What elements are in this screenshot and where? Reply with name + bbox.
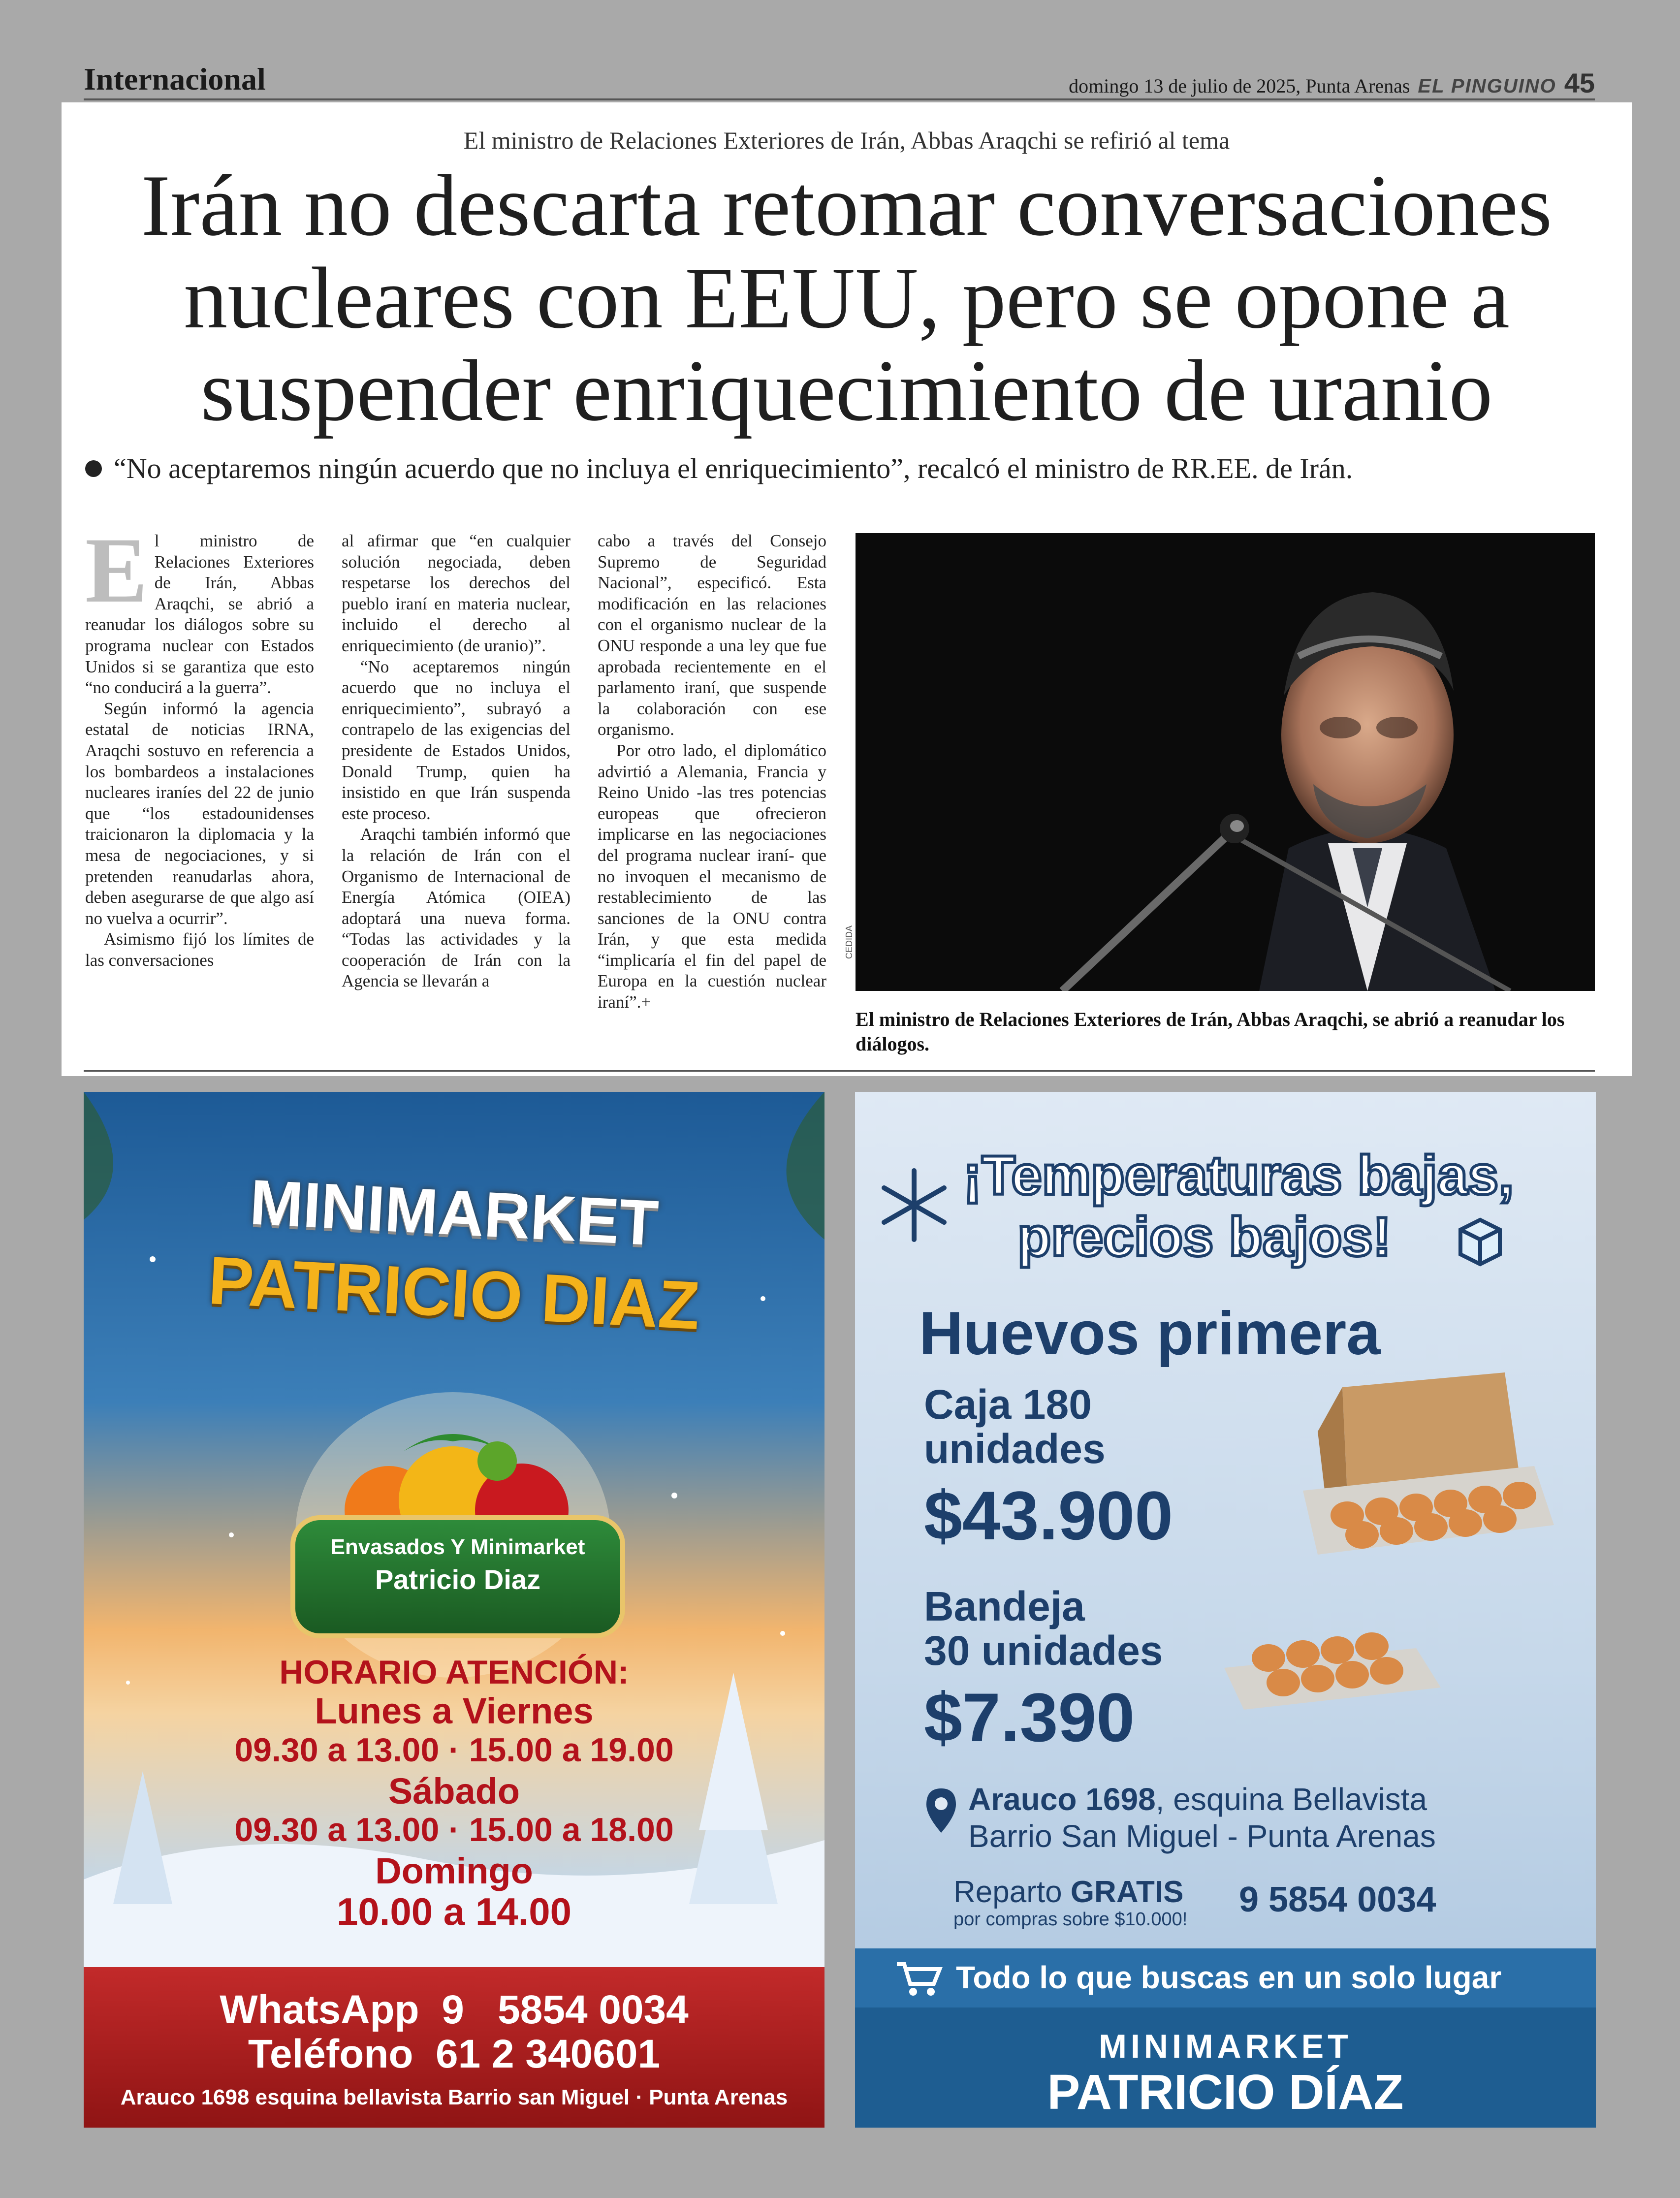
delivery-prefix: Reparto [953,1875,1071,1909]
brand-patricio-diaz: PATRICIO DÍAZ [1047,2065,1404,2120]
paragraph: al afirmar que “en cualquier solución negociada, deben respetarse los derechos del pueblo iraní en materia nuclear, incluido el derecho al enriquecimiento (de uranio)”. [342,531,571,655]
newspaper-name: EL PINGUINO [1418,75,1556,97]
ad-title-patricio-diaz: PATRICIO DIAZ [206,1242,702,1344]
delivery-note: por compras sobre $10.000! [953,1909,1188,1930]
egg-tray-icon [1219,1594,1446,1712]
paragraph: Asimismo fijó los límites de las conversaciones [85,929,314,970]
paragraph: Araqchi también informó que la relación de Irán con el Organismo de Internacional de Energía Atómica (OIEA) adoptará una nueva forma. “Todas las actividades y la cooperación de Irán con la Agencia se llevarán a [342,825,571,991]
delivery-phone: 9 5854 0034 [1239,1880,1436,1919]
paragraph: “No aceptaremos ningún acuerdo que no incluya el enriquecimiento”, subrayó a contrapelo de las exigencias del presidente de Estados Unidos, Donald Trump, quien ha insistido en que Irán suspenda este proceso. [342,657,571,823]
snowflake-icon [875,1166,953,1244]
header-right [1069,67,1595,99]
item1-label-1: Caja 180 [924,1381,1092,1428]
minister-photo [856,533,1595,991]
article-column-2 [342,531,571,992]
ad-title-minimarket: MINIMARKET [248,1166,660,1259]
delivery-label [953,1875,1183,1910]
tagline: Todo lo que buscas en un solo lugar [956,1960,1502,1995]
store-address: Arauco 1698 esquina bellavista Barrio san Miguel · Punta Arenas [120,2085,788,2109]
photo-caption: El ministro de Relaciones Exteriores de Irán, Abbas Araqchi, se abrió a reanudar los diálogos. [856,1008,1565,1055]
brand-minimarket: MINIMARKET [1099,2028,1352,2065]
hours-day-sunday: Domingo [375,1850,533,1891]
hours-saturday: 09.30 a 13.00 · 15.00 a 18.00 [234,1811,674,1848]
paragraph-text: l ministro de Relaciones Exteriores de Irán, Abbas Araqchi, se abrió a reanudar los diálogos sobre su programa nuclear con Estados Unidos si se garantiza que esto “no conducirá a la guerra”. [85,531,314,698]
ice-cube-icon [1451,1210,1510,1269]
page-header [84,59,1595,100]
ad-footer [84,1967,824,2128]
headline-line: nucleares con EEUU, pero se opone a [184,249,1510,347]
phone-number: Teléfono 61 2 340601 [248,2032,661,2076]
article-headline [81,159,1612,437]
bullet-icon [85,460,102,477]
address-line-2: Barrio San Miguel - Punta Arenas [968,1818,1436,1854]
address-line-1 [968,1781,1427,1817]
item1-price: $43.900 [924,1477,1173,1554]
hours-title: HORARIO ATENCIÓN: [279,1654,629,1691]
egg-box-icon [1288,1368,1564,1574]
whatsapp-number: WhatsApp 9 5854 0034 [220,1987,689,2032]
article-kicker: El ministro de Relaciones Exteriores de Irán, Abbas Araqchi se refirió al tema [463,127,1230,154]
promo-headline-1: ¡Temperaturas bajas, [963,1145,1514,1206]
item2-label-1: Bandeja [924,1583,1085,1629]
shopping-cart-icon [894,1959,944,1999]
article-column-3 [598,531,826,1013]
hours-weekdays: 09.30 a 13.00 · 15.00 a 19.00 [234,1731,674,1769]
ad-minimarket-hours [84,1092,824,2128]
item2-label-2: 30 unidades [924,1627,1163,1674]
page-number: 45 [1564,67,1595,98]
section-divider [84,1070,1595,1072]
photo-credit: CEDIDA [844,925,854,959]
item1-label-2: unidades [924,1426,1106,1472]
article-column-1 [85,519,314,971]
paragraph: Según informó la agencia estatal de noticias IRNA, Araqchi sostuvo en referencia a los bombardeos a instalaciones nucleares iraníes del 22 de junio que “los estadounidenses traicionaron la diplomacia y la mesa de negociaciones, y si pretenden reanudarlas ahora, deben asegurarse de que algo así no vuelva a ocurrir”. [85,699,314,928]
product-title: Huevos primera [919,1300,1381,1368]
paragraph: cabo a través del Consejo Supremo de Seguridad Nacional”, especificó. Esta modificación en las relaciones con el organismo nuclear de la ONU responde a una ley que fue aprobada recientemente en el parlamento iraní, que suspende la colaboración con ese organismo. [598,531,826,739]
drop-cap: E [85,519,148,622]
headline-line: Irán no descarta retomar conversaciones [141,157,1553,254]
subhead-text: “No aceptaremos ningún acuerdo que no incluya el enriquecimiento”, recalcó el ministro de RR.EE. de Irán. [114,452,1353,484]
headline-line: suspender enriquecimiento de uranio [200,342,1493,439]
ad-eggs-prices [855,1092,1596,2128]
article [62,102,1632,1076]
section-label: Internacional [84,62,266,96]
address-corner: , esquina Bellavista [1155,1782,1427,1817]
location-pin-icon [924,1786,958,1835]
dateline: domingo 13 de julio de 2025, Punta Arenas [1069,75,1410,97]
paragraph: Por otro lado, el diplomático advirtió a Alemania, Francia y Reino Unido -las tres potencias europeas que ofrecieron implicarse en las negociaciones del programa nuclear iraní- que no invoquen el mecanismo de restablecimiento de las sanciones de la ONU contra Irán, y que esta medida “implicaría el fin del papel de Europa en la cuestión nuclear iraní”.+ [598,740,826,1012]
brand-badge [290,1515,625,1638]
paragraph [85,519,314,699]
promo-headline-2: precios bajos! [1017,1206,1392,1268]
article-subhead [85,452,1611,485]
badge-line-1: Envasados Y Minimarket [330,1535,585,1559]
badge-line-2: Patricio Diaz [375,1564,541,1595]
ad-footer-band [855,1948,1596,2128]
item2-price: $7.390 [924,1679,1135,1756]
hours-sunday: 10.00 a 14.00 [336,1890,572,1933]
address-street: Arauco 1698 [968,1782,1156,1817]
hours-day-weekdays: Lunes a Viernes [315,1690,594,1731]
hours-day-saturday: Sábado [388,1771,520,1812]
photo-illustration [856,533,1595,991]
delivery-free: GRATIS [1070,1875,1184,1909]
